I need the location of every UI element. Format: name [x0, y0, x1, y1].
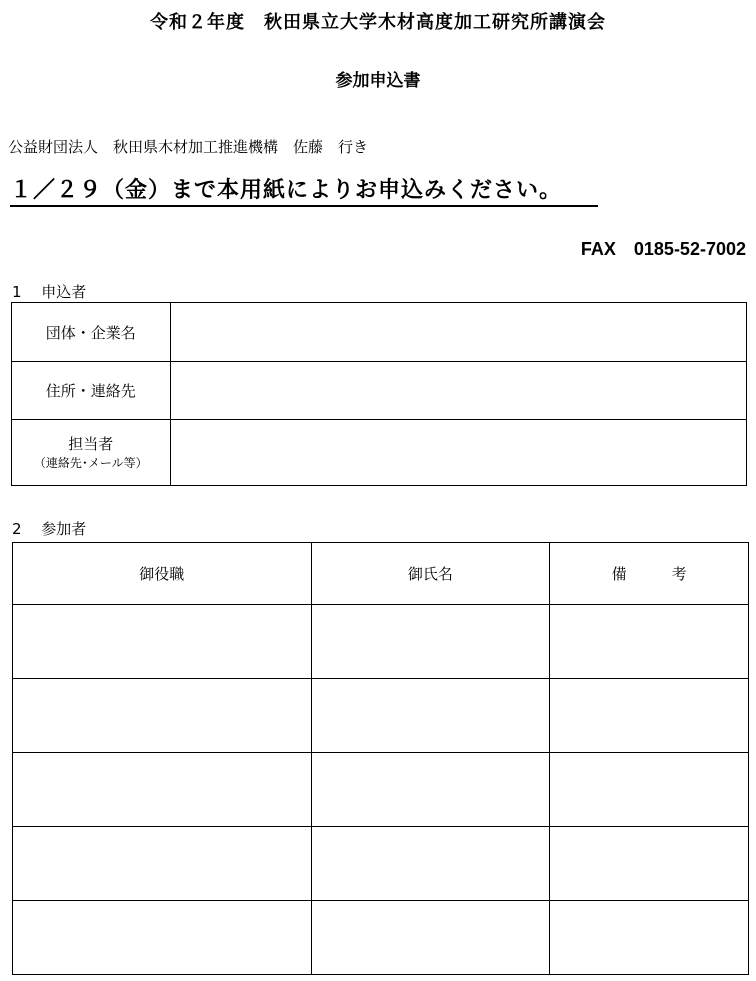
cell-name[interactable]: [311, 901, 550, 975]
cell-remarks[interactable]: [550, 679, 749, 753]
cell-remarks[interactable]: [550, 605, 749, 679]
cell-name[interactable]: [311, 827, 550, 901]
label-address: 住所・連絡先: [12, 362, 171, 420]
addressee: 公益財団法人 秋田県木材加工推進機構 佐藤 行き: [8, 138, 369, 156]
cell-remarks[interactable]: [550, 753, 749, 827]
cell-name[interactable]: [311, 605, 550, 679]
field-contact-person[interactable]: [170, 420, 746, 486]
cell-position[interactable]: [13, 679, 312, 753]
deadline-notice: １／２９（金）まで本用紙によりお申込みください。: [10, 173, 598, 207]
cell-name[interactable]: [311, 753, 550, 827]
cell-position[interactable]: [13, 901, 312, 975]
label-contact-person-main: 担当者: [68, 434, 114, 453]
label-contact-person: [12, 420, 171, 486]
cell-remarks[interactable]: [550, 901, 749, 975]
table-row: [13, 827, 749, 901]
cell-position[interactable]: [13, 753, 312, 827]
label-organization: 団体・企業名: [12, 303, 171, 362]
column-header-name: 御氏名: [311, 543, 550, 605]
table-row: [13, 605, 749, 679]
label-contact-person-note: （連絡先･メール等）: [33, 455, 148, 470]
table-row: [13, 901, 749, 975]
section-heading-applicant: 1 申込者: [12, 283, 87, 301]
field-address[interactable]: [170, 362, 746, 420]
form-title: 令和２年度 秋田県立大学木材高度加工研究所講演会: [150, 12, 606, 33]
participants-table: [12, 542, 749, 975]
fax-number: FAX 0185-52-7002: [580, 239, 746, 259]
column-header-remarks: 備 考: [550, 543, 749, 605]
table-row: [13, 679, 749, 753]
cell-remarks[interactable]: [550, 827, 749, 901]
section-heading-participants: 2 参加者: [12, 520, 87, 538]
cell-position[interactable]: [13, 605, 312, 679]
cell-position[interactable]: [13, 827, 312, 901]
applicant-table: [11, 302, 747, 486]
cell-name[interactable]: [311, 679, 550, 753]
table-row: [13, 753, 749, 827]
column-header-position: 御役職: [13, 543, 312, 605]
field-organization[interactable]: [170, 303, 746, 362]
form-subtitle: 参加申込書: [335, 71, 421, 91]
